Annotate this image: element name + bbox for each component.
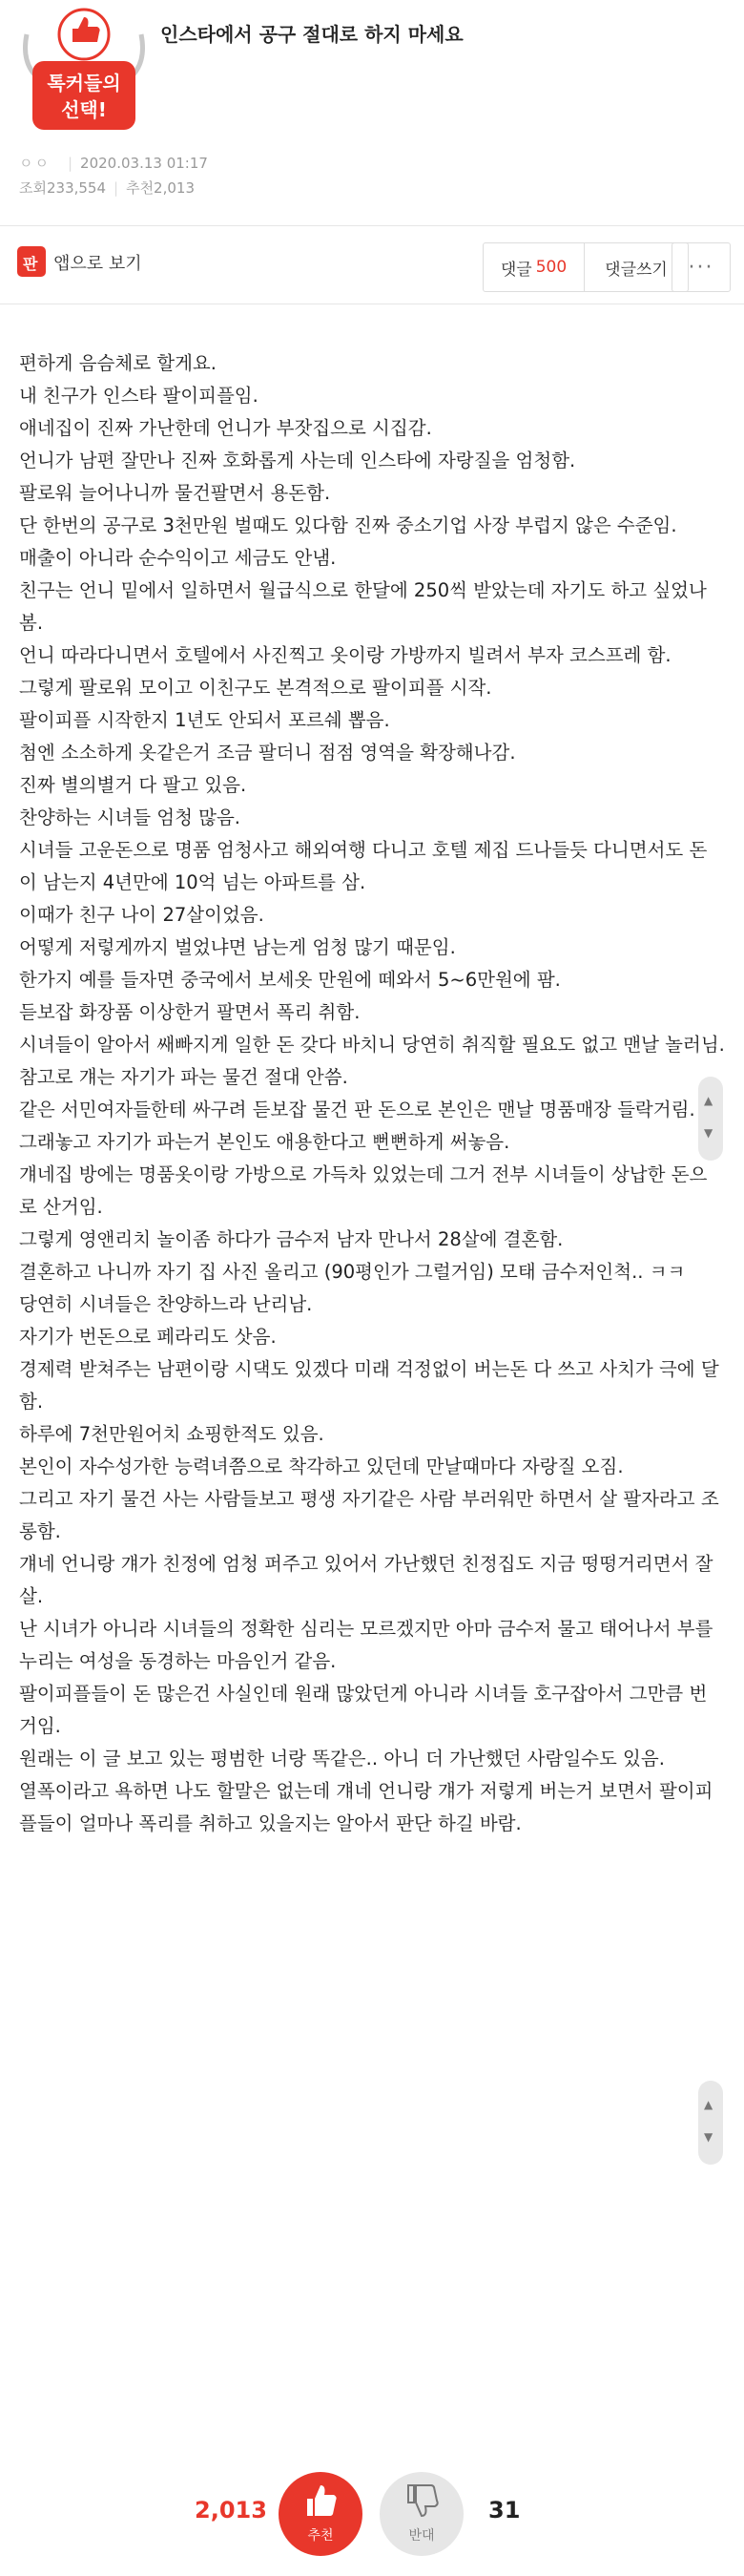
badge-line2: 선택! [61,98,107,121]
write-comment-button[interactable]: 댓글쓰기 [605,260,668,280]
body-paragraph: 언니 따라다니면서 호텔에서 사진찍고 옷이랑 가방까지 빌려서 부자 코스프레 함. [19,644,672,666]
body-paragraph: 하루에 7천만원어치 쇼핑한적도 있음. [19,1423,324,1445]
body-paragraph: 듣보잡 화장품 이상한거 팔면서 폭리 취함. [19,1001,361,1023]
body-paragraph: 친구는 언니 밑에서 일하면서 월급식으로 한달에 250씩 받았는데 자기도 하고 싶었나봄. [19,579,707,634]
body-paragraph: 원래는 이 글 보고 있는 평범한 너랑 똑같은.. 아니 더 가난했던 사람일수도 있음. [19,1748,665,1770]
badge-line1: 톡커들의 [47,72,121,94]
comment-buttons [483,242,689,292]
downvote-button[interactable] [380,2472,464,2556]
downvote-count: 31 [488,2497,521,2524]
post-title: 인스타에서 공구 절대로 하지 마세요 [160,23,464,46]
body-paragraph: 시녀들 고운돈으로 명품 엄청사고 해외여행 다니고 호텔 제집 드나들듯 다니면서도 돈이 남는지 4년만에 10억 넘는 아파트를 삼. [19,839,708,893]
body-paragraph: 내 친구가 인스타 팔이피플임. [19,385,258,407]
post-date: 2020.03.13 01:17 [80,155,208,172]
thumbs-up-icon [303,2482,338,2520]
body-paragraph: 결혼하고 나니까 자기 집 사진 올리고 (90평인가 그럴거임) 모태 금수저인척.. ㅋㅋ [19,1261,686,1283]
divider [0,225,744,226]
body-paragraph: 열폭이라고 욕하면 나도 할말은 없는데 걔네 언니랑 걔가 저렇게 버는거 보면서 팔이피플들이 얼마나 폭리를 취하고 있을지는 알아서 판단 하길 바람. [19,1780,713,1834]
body-paragraph: 찬양하는 시녀들 엄청 많음. [19,806,241,828]
body-paragraph: 걔네집 방에는 명품옷이랑 가방으로 가득차 있었는데 그거 전부 시녀들이 상납한 돈으로 산거임. [19,1163,708,1218]
comments-count: 500 [535,258,568,277]
post-meta-author-date: ㅇㅇ | 2020.03.13 01:17 [19,155,208,172]
comments-button[interactable] [484,243,585,291]
post-header [0,0,744,143]
body-paragraph: 팔이피플 시작한지 1년도 안되서 포르쉐 뽑음. [19,709,390,731]
upvote-label: 추천 [307,2528,334,2544]
upvote-count: 2,013 [195,2497,267,2524]
body-paragraph: 이때가 친구 나이 27살이었음. [19,904,264,926]
downvote-label: 반대 [408,2528,435,2544]
body-paragraph: 당연히 시녀들은 찬양하느라 난리남. [19,1293,313,1315]
scroll-handle-icon[interactable]: ▲ ▼ [698,2081,723,2165]
body-paragraph: 자기가 번돈으로 페라리도 삿음. [19,1326,277,1348]
body-paragraph: 어떻게 저렇게까지 벌었냐면 남는게 엄청 많기 때문임. [19,936,456,958]
scroll-handle-icon[interactable]: ▲ ▼ [698,1077,723,1161]
tokker-choice-badge [17,6,151,134]
body-paragraph: 그렇게 영앤리치 놀이좀 하다가 금수저 남자 만나서 28살에 결혼함. [19,1228,564,1250]
vote-section [0,2472,744,2567]
app-bar [0,227,744,304]
body-paragraph: 시녀들이 알아서 쌔빠지게 일한 돈 갖다 바치니 당연히 취직할 필요도 없고 맨날 놀러님. [19,1034,725,1056]
body-paragraph: 단 한번의 공구로 3천만원 벌때도 있다함 진짜 중소기업 사장 부럽지 않은 수준임. [19,514,677,536]
body-paragraph: 애네집이 진짜 가난한데 언니가 부잣집으로 시집감. [19,417,432,439]
recommend-count: 추천2,013 [126,179,196,197]
post-body [19,347,725,1840]
body-paragraph: 매출이 아니라 순수익이고 세금도 안냄. [19,547,337,569]
body-paragraph: 그렇게 팔로워 모이고 이친구도 본격적으로 팔이피플 시작. [19,677,492,699]
more-options-button[interactable]: ··· [672,242,731,292]
body-paragraph: 그래놓고 자기가 파는거 본인도 애용한다고 뻔뻔하게 써놓음. [19,1131,510,1153]
upvote-button[interactable] [279,2472,362,2556]
body-paragraph: 걔네 언니랑 걔가 친정에 엄청 퍼주고 있어서 가난했던 친정집도 지금 떵떵거리면서 잘살. [19,1553,713,1607]
view-count: 조회233,554 [19,179,107,197]
comments-label: 댓글 [500,260,532,280]
open-in-app-link[interactable]: 앱으로 보기 [53,254,142,274]
post-meta-stats: 조회233,554 | 추천2,013 [19,179,196,197]
body-paragraph: 편하게 음슴체로 할게요. [19,352,217,374]
thumbs-down-icon [404,2482,439,2520]
body-paragraph: 같은 서민여자들한테 싸구려 듣보잡 물건 판 돈으로 본인은 맨날 명품매장 들락거림. [19,1099,695,1120]
body-paragraph: 참고로 걔는 자기가 파는 물건 절대 안씀. [19,1066,348,1088]
body-paragraph: 본인이 자수성가한 능력녀쯤으로 착각하고 있던데 만날때마다 자랑질 오짐. [19,1456,624,1477]
body-paragraph: 그리고 자기 물건 사는 사람들보고 평생 자기같은 사람 부러워만 하면서 살 팔자라고 조롱함. [19,1488,719,1542]
body-paragraph: 진짜 별의별거 다 팔고 있음. [19,774,247,796]
body-paragraph: 팔로워 늘어나니까 물건팔면서 용돈함. [19,482,331,504]
body-paragraph: 언니가 남편 잘만나 진짜 호화롭게 사는데 인스타에 자랑질을 엄청함. [19,450,576,471]
author-name[interactable]: ㅇㅇ [19,155,51,172]
body-paragraph: 첨엔 소소하게 옷같은거 조금 팔더니 점점 영역을 확장해나감. [19,742,516,764]
body-paragraph: 난 시녀가 아니라 시녀들의 정확한 심리는 모르겠지만 아마 금수저 물고 태어나서 부를 누리는 여성을 동경하는 마음인거 같음. [19,1618,713,1672]
body-paragraph: 한가지 예를 들자면 중국에서 보세옷 만원에 떼와서 5~6만원에 팜. [19,969,561,991]
app-icon[interactable]: 판 [17,246,46,277]
body-paragraph: 경제력 받쳐주는 남편이랑 시댁도 있겠다 미래 걱정없이 버는돈 다 쓰고 사치가 극에 달함. [19,1358,719,1413]
body-paragraph: 팔이피플들이 돈 많은건 사실인데 원래 많았던게 아니라 시녀들 호구잡아서 그만큼 번거임. [19,1683,708,1737]
